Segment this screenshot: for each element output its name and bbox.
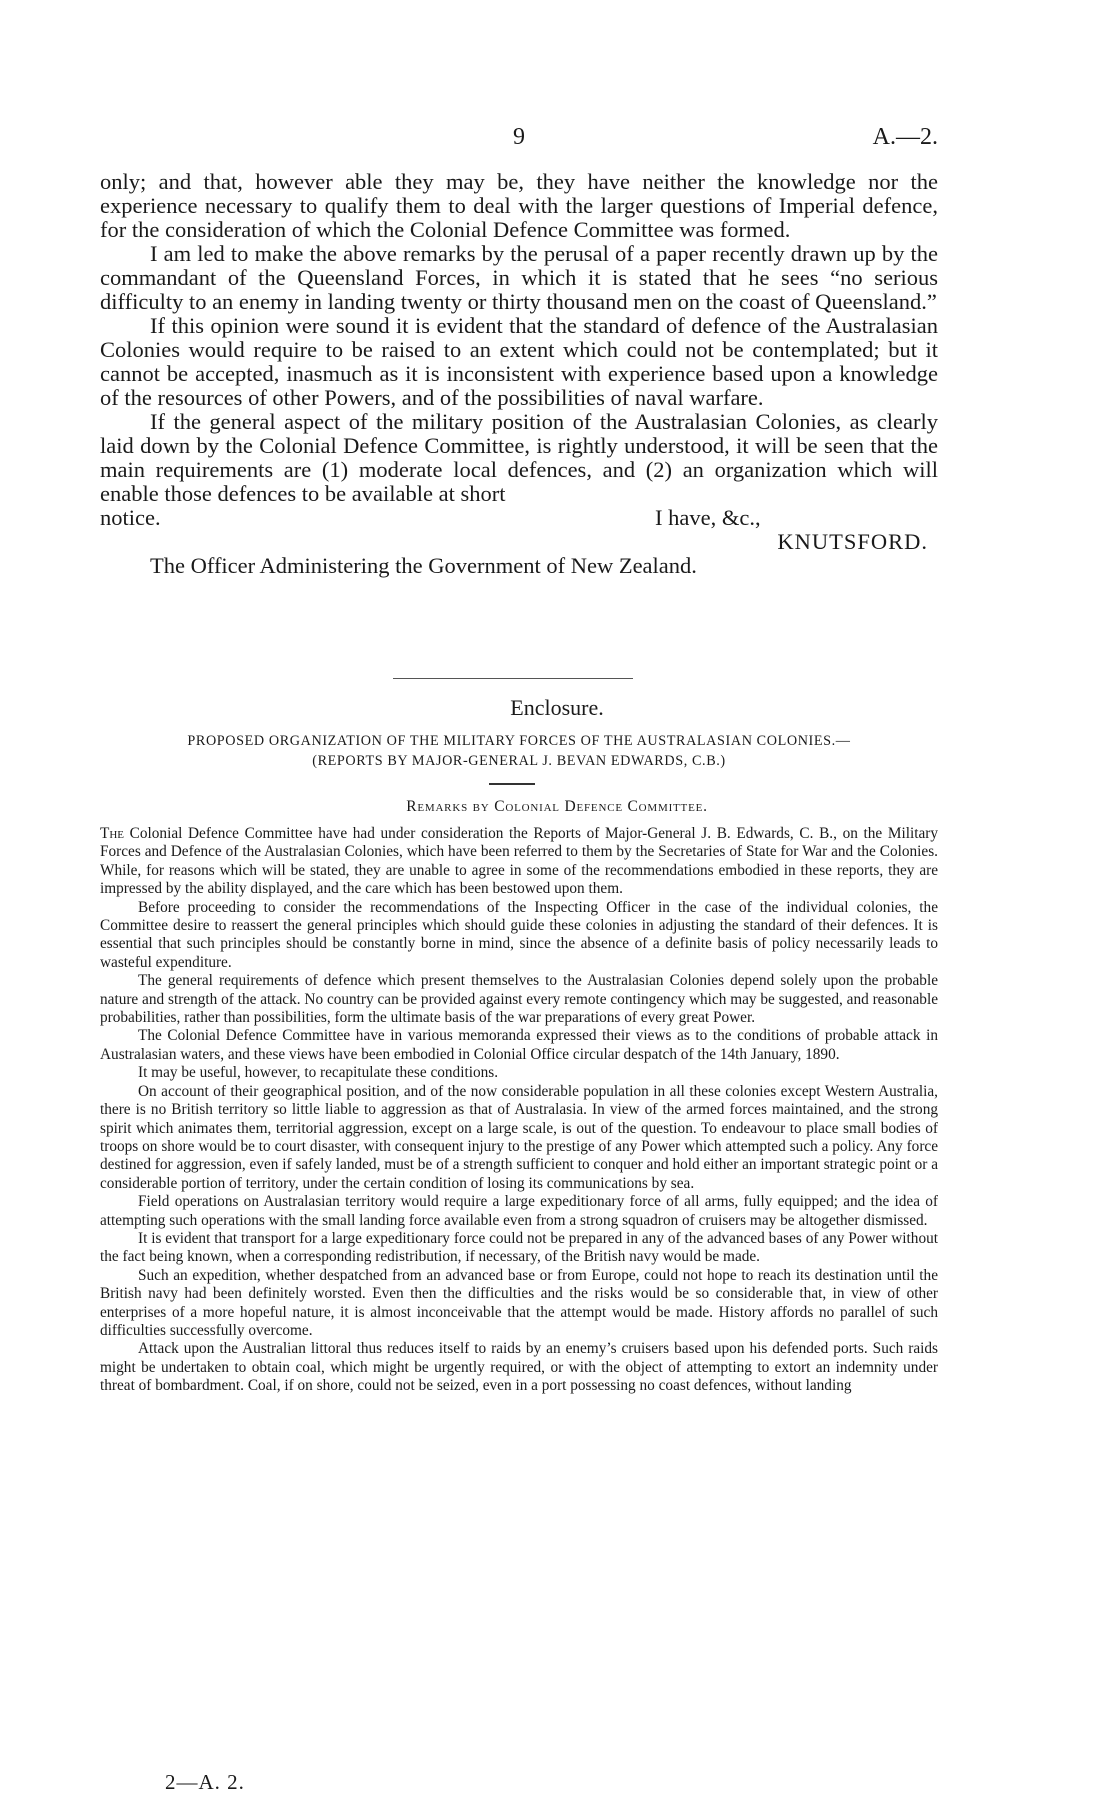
enclosure-subtitle-line: PROPOSED ORGANIZATION OF THE MILITARY FORCES OF THE AUSTRALASIAN COLONIES.—: [187, 733, 851, 749]
remarks-heading: Remarks by Colonial Defence Committee.: [406, 798, 708, 815]
letter-paragraph: If this opinion were sound it is evident that the standard of defence of the Australasian Colonies would require to be raised to an extent which could not be contemplated; but it cannot be accepted, inasmuch as it is inconsistent with experience based upon a knowledge of the resources of other Powers, and of the possibilities of naval warfare.: [100, 313, 938, 410]
short-divider: [489, 783, 535, 785]
enclosure-paragraph: On account of their geographical position, and of the now considerable population in all these colonies except Western Australia, there is no British territory so little liable to aggression as that of Australasia. In view of the armed forces maintained, and the strong spirit which animates them, territorial aggression, except on a large scale, is out of the question. To endeavour to place small bodies of troops on shore would be to court disaster, with consequent injury to the prestige of any Power which attempted such a policy. Any force destined for aggression, even if safely landed, must be of a strength sufficient to conquer and hold either an important strategic point or a considerable portion of territory, under the certain condition of losing its communications by sea.: [100, 1082, 938, 1192]
letter-addressee: The Officer Administering the Government of New Zealand.: [150, 553, 697, 578]
page-number: 9: [513, 124, 525, 150]
enclosure-paragraph: [100, 825, 938, 899]
section-divider: [393, 678, 633, 679]
enclosure-paragraph-text: Colonial Defence Committee have had under consideration the Reports of Major-General J. B. Edwards, C. B., on the Military Forces and Defence of the Australasian Colonies, which have been referred to them by the Secretaries of State for War and the Colonies. While, for reasons which will be stated, they are unable to agree in some of the recommendations embodied in these reports, they are impressed by the ability displayed, and the care which has been bestowed upon them.: [100, 825, 938, 898]
closing-row: [100, 506, 938, 530]
document-code: A.—2.: [872, 124, 938, 150]
page-header: [100, 124, 938, 156]
enclosure-paragraph: Such an expedition, whether despatched from an advanced base or from Europe, could not hope to reach its destination until the British navy had been definitely worsted. Even then the difficulties and the risks would be so considerable that, in view of other enterprises of a more hopeful nature, it is almost inconceivable that the attempt would be made. History affords no parallel of such difficulties successfully overcome.: [100, 1266, 938, 1339]
letter-signature: KNUTSFORD.: [777, 529, 928, 554]
enclosure-paragraph: It is evident that transport for a large expeditionary force could not be prepared in any of the advanced bases of any Power without the fact being known, when a corresponding redistribution, if necessary, of the British navy would be made.: [100, 1229, 938, 1266]
letter-paragraph: only; and that, however able they may be, they have neither the knowledge nor the experience necessary to qualify them to deal with the larger questions of Imperial defence, for the consideration of which the Colonial Defence Committee was formed.: [100, 169, 938, 242]
first-word: The: [100, 825, 125, 842]
letter-closing: I have, &c.,: [655, 505, 761, 530]
enclosure-paragraph: Before proceeding to consider the recommendations of the Inspecting Officer in the case of the individual colonies, the Committee desire to reassert the general principles which should guide these colonies in adjusting the standard of their defences. It is essential that such principles should be constantly borne in mind, since the absence of a definite basis of policy necessarily leads to wasteful expenditure.: [100, 898, 938, 971]
signature-mark: 2—A. 2.: [165, 1770, 245, 1794]
enclosure-paragraph: Attack upon the Australian littoral thus reduces itself to raids by an enemy’s cruisers based upon his defended ports. Such raids might be undertaken to obtain coal, which might be urgently required, or with the object of attempting to extort an indemnity under threat of bombardment. Coal, if on shore, could not be seized, even in a port possessing no coast defences, without landing: [100, 1340, 938, 1395]
despatch-letter: [100, 170, 938, 582]
enclosure-paragraph: The general requirements of defence which present themselves to the Australasian Colonies depend solely upon the probable nature and strength of the attack. No country can be provided against every remote contingency which may be suggested, and reasonable probabilities, rather than possibilities, form the ultimate basis of the war preparations of every great Power.: [100, 972, 938, 1027]
enclosure-paragraph: The Colonial Defence Committee have in various memoranda expressed their views as to the conditions of probable attack in Australasian waters, and these views have been embodied in Colonial Office circular despatch of the 14th January, 1890.: [100, 1027, 938, 1063]
letter-paragraph: I am led to make the above remarks by the perusal of a paper recently drawn up by the commandant of the Queensland Forces, in which it is stated that he sees “no serious difficulty to an enemy in landing twenty or thirty thousand men on the coast of Queensland.”: [100, 241, 938, 314]
enclosure-body: [100, 825, 938, 1396]
enclosure-subtitle-line: (REPORTS BY MAJOR-GENERAL J. BEVAN EDWARDS, C.B.): [312, 753, 726, 769]
enclosure-title: Enclosure.: [510, 695, 604, 720]
letter-paragraph: If the general aspect of the military position of the Australasian Colonies, as clearly laid down by the Colonial Defence Committee, is rightly understood, it will be seen that the main requirements are (1) moderate local defences, and (2) an organization which will enable those defences to be available at short: [100, 409, 938, 506]
enclosure-paragraph: Field operations on Australasian territory would require a large expeditionary force of all arms, fully equipped; and the idea of attempting such operations with the small landing force available even from a strong squadron of cruisers may be altogether dismissed.: [100, 1193, 938, 1229]
enclosure-subtitle: [100, 731, 938, 771]
enclosure-paragraph: It may be useful, however, to recapitulate these conditions.: [138, 1064, 499, 1082]
letter-last-word: notice.: [100, 505, 161, 530]
